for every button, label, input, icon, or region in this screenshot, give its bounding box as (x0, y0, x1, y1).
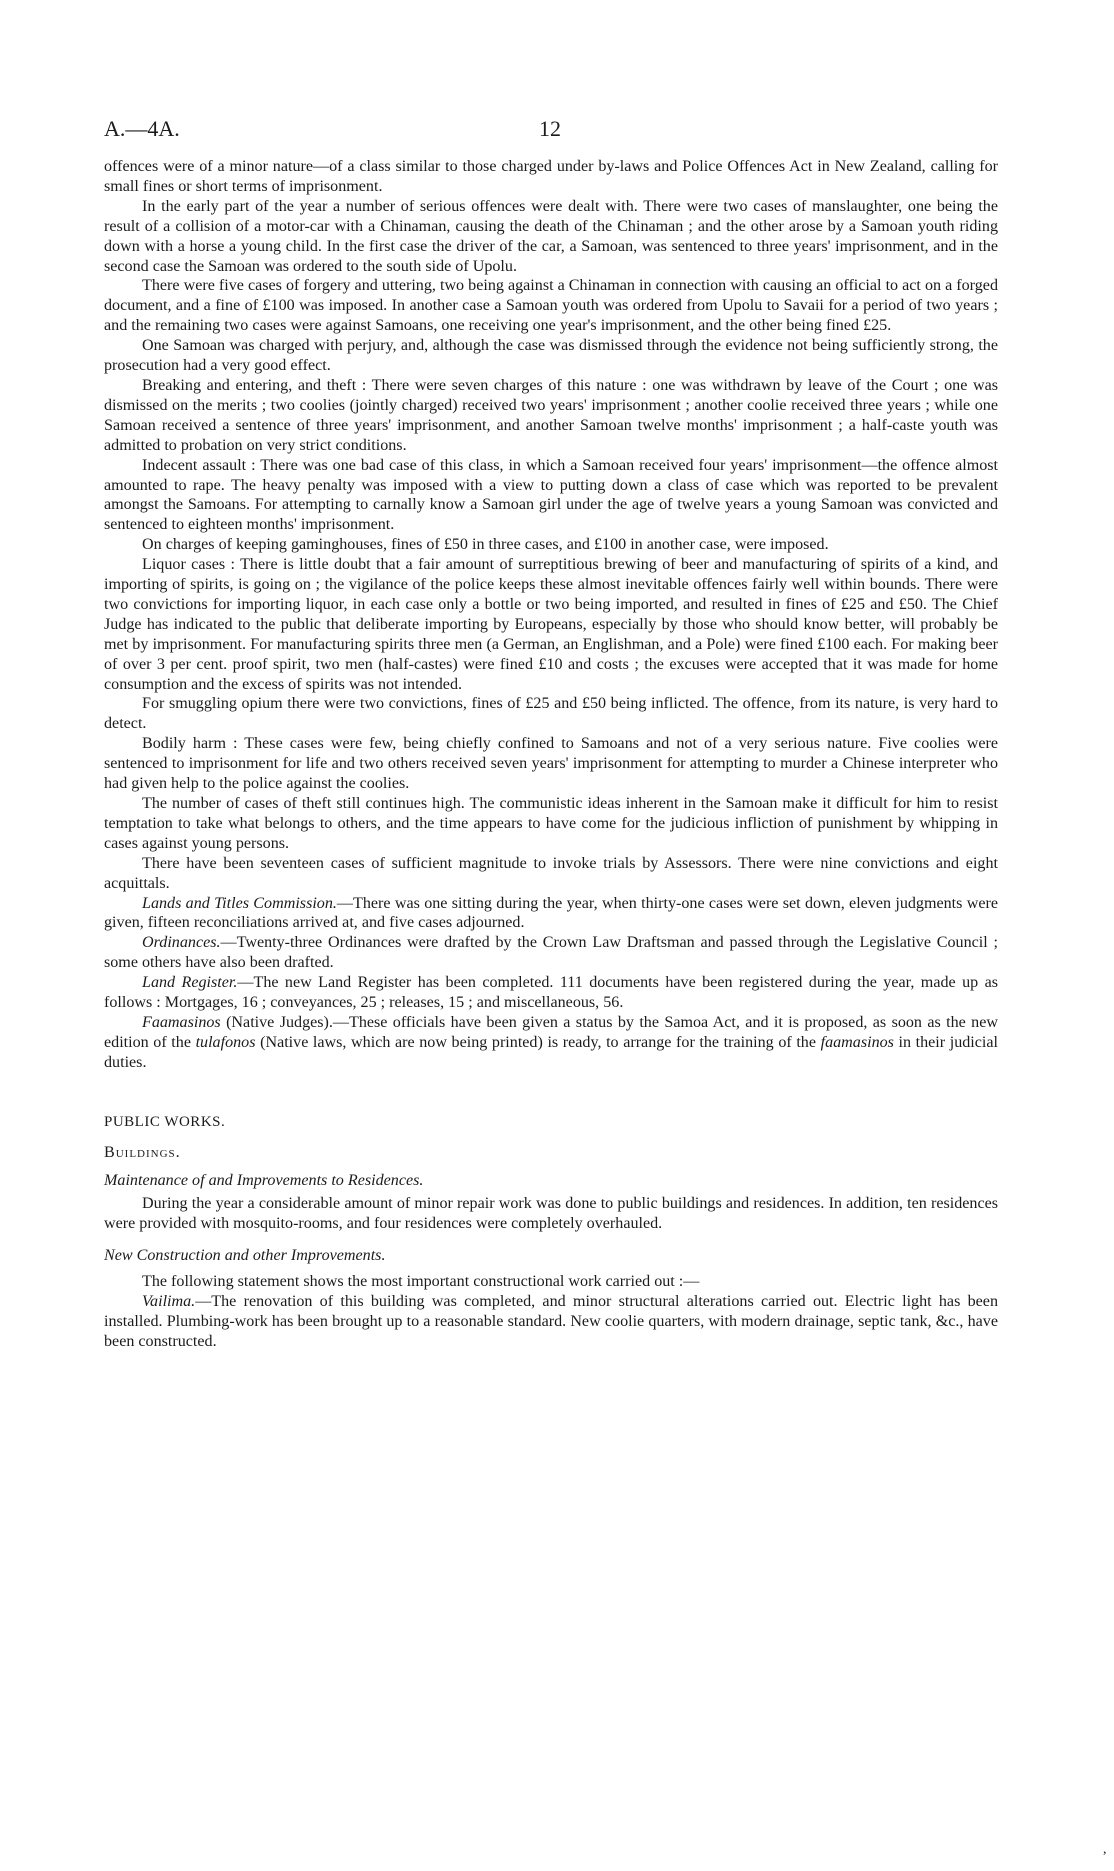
paragraph-label: Lands and Titles Commission. (142, 894, 337, 912)
paragraph-text: —Twenty-three Ordinances were drafted by the Crown Law Draftsman and passed through the Legislative Council ; some others have also been drafted. (104, 934, 998, 972)
paragraph: The number of cases of theft still continues high. The communistic ideas inherent in the Samoan make it difficult for him to resist temptation to take what belongs to others, and the time appears to have come for the judicious infliction of punishment by whipping in cases against young persons. (104, 795, 998, 852)
paragraph (104, 973, 998, 1013)
paragraph: During the year a considerable amount of minor repair work was done to public buildings and residences. In addition, ten residences were provided with mosquito-rooms, and four residences were completely overhauled. (104, 1195, 998, 1233)
paragraph (104, 894, 998, 934)
paragraph: One Samoan was charged with perjury, and, although the case was dismissed through the evidence not being sufficiently strong, the prosecution had a very good effect. (104, 337, 998, 375)
paragraph-text: —There was one sitting during the year, when thirty-one cases were set down, eleven judgments were given, fifteen reconciliations arrived at, and five cases adjourned. (104, 894, 998, 932)
paragraph-text: —The new Land Register has been completed. 111 documents have been registered during the year, made up as follows : Mortgages, 16 ; conveyances, 25 ; releases, 15 ; and miscellaneous, 56. (104, 974, 998, 1012)
paragraph: There were five cases of forgery and uttering, two being against a Chinaman in connection with causing an official to act on a forged document, and a fine of £100 was imposed. In another case a Samoan youth was ordered from Upolu to Savaii for a period of two years ; and the remaining two cases were against Samoans, one receiving one year's imprisonment, and the other being fined £25. (104, 277, 998, 335)
paragraph-text: —The renovation of this building was completed, and minor structural alterations carried out. Electric light has been installed. Plumbing-work has been brought up to a reasonable standard. New coolie quarters, with modern drainage, septic tank, &c., have been constructed. (104, 1293, 998, 1350)
paragraph-label: Land Register. (142, 974, 238, 992)
paragraph: On charges of keeping gaminghouses, fines of £50 in three cases, and £100 in another case, were imposed. (142, 536, 829, 554)
page-header (104, 116, 1004, 146)
section-heading: PUBLIC WORKS. (104, 1113, 226, 1130)
paragraph-text: in their judicial duties. (104, 1033, 998, 1071)
subsection-title: Maintenance of and Improvements to Residences. (104, 1171, 424, 1189)
paragraph: For smuggling opium there were two convictions, fines of £25 and £50 being inflicted. The offence, from its nature, is very hard to detect. (104, 695, 998, 733)
paragraph-text: (Native laws, which are now being printed) is ready, to arrange for the training of the (255, 1033, 821, 1051)
paragraph: In the early part of the year a number of serious offences were dealt with. There were two cases of manslaughter, one being the result of a collision of a motor-car with a Chinaman, causing the death of the Chinaman ; and the other arose by a Samoan youth riding down with a horse a young child. In the first case the driver of the car, a Samoan, was sentenced to three years' imprisonment, and in the second case the Samoan was ordered to the south side of Upolu. (104, 197, 998, 275)
subsection-title: New Construction and other Improvements. (104, 1247, 386, 1265)
document-reference: A.—4A. (104, 116, 180, 141)
paragraph (104, 933, 998, 973)
paragraph: The following statement shows the most important constructional work carried out :— (142, 1273, 700, 1291)
italic-term: tulafonos (195, 1033, 256, 1051)
paragraph-label: Ordinances. (142, 934, 221, 952)
paragraph: Breaking and entering, and theft : There were seven charges of this nature : one was withdrawn by leave of the Court ; one was dismissed on the merits ; two coolies (jointly charged) received two years' imprisonment ; another coolie received three years ; while one Samoan received a sentence of three years' imprisonment, and another Samoan twelve months' imprisonment ; a half-caste youth was admitted to probation on very strict conditions. (104, 376, 998, 454)
scan-mark: , (1103, 1842, 1107, 1857)
paragraph: offences were of a minor nature—of a class similar to those charged under by-laws and Police Offences Act in New Zealand, calling for small fines or short terms of imprisonment. (104, 158, 998, 195)
italic-term: faamasinos (820, 1033, 894, 1051)
paragraph (104, 1292, 998, 1352)
document-body (104, 157, 998, 1352)
paragraph-text: (Native Judges).—These officials have been given a status by the Samoa Act, and it is proposed, as soon as the new edition of the (104, 1013, 998, 1051)
paragraph: Liquor cases : There is little doubt that a fair amount of surreptitious brewing of beer and manufacturing of spirits of a kind, and importing of spirits, is going on ; the vigilance of the police keeps these almost inevitable offences fairly well within bounds. There were two convictions for importing liquor, in each case only a bottle or two being imported, and resulted in fines of £25 and £50. The Chief Judge has indicated to the public that deliberate importing by Europeans, especially by those who should know better, will probably be met by imprisonment. For manufacturing spirits three men (a German, an Englishman, and a Pole) were fined £100 each. For making beer of over 3 per cent. proof spirit, two men (half-castes) were fined £10 and costs ; the excuses were accepted that it was made for home consumption and the excess of spirits was not intended. (104, 556, 998, 693)
paragraph (104, 1013, 998, 1073)
paragraph-label: Faamasinos (142, 1013, 221, 1031)
paragraph: Bodily harm : These cases were few, being chiefly confined to Samoans and not of a very serious nature. Five coolies were sentenced to imprisonment for life and two others received seven years' imprisonment for attempting to murder a Chinese interpreter who had given help to the police against the coolies. (104, 735, 998, 793)
subsection-heading: Buildings. (104, 1143, 181, 1161)
paragraph: Indecent assault : There was one bad case of this class, in which a Samoan received four years' imprisonment—the offence almost amounted to rape. The heavy penalty was imposed with a view to putting down a class of case which was reported to be prevalent amongst the Samoans. For attempting to carnally know a Samoan girl under the age of twelve years a young Samoan was convicted and sentenced to eighteen months' imprisonment. (104, 456, 998, 534)
page-number: 12 (539, 116, 561, 141)
paragraph-label: Vailima. (142, 1293, 196, 1311)
paragraph: There have been seventeen cases of sufficient magnitude to invoke trials by Assessors. There were nine convictions and eight acquittals. (104, 854, 998, 892)
